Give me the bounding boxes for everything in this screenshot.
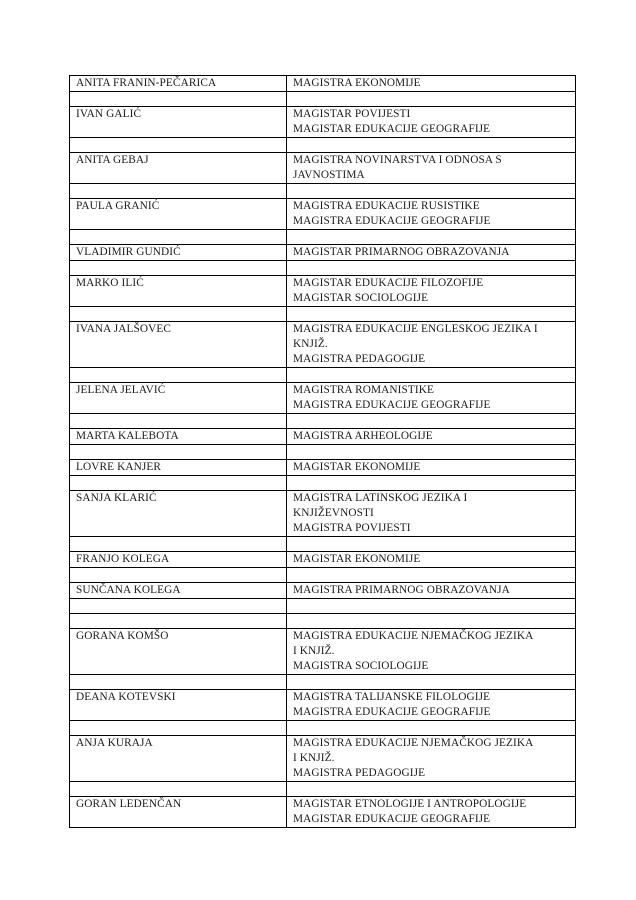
person-name-cell: LOVRE KANJER [70,460,287,476]
empty-cell [70,568,287,583]
spacer-row [70,568,576,583]
person-name-cell: GORANA KOMŠO [70,629,287,675]
degree-line: MAGISTRA SOCIOLOGIJE [293,660,429,672]
table-row [70,276,576,307]
degree-line: MAGISTAR EDUKACIJE FILOZOFIJE [293,277,484,289]
empty-cell [70,537,287,552]
degree-cell [287,736,576,782]
degree-line: MAGISTRA PEDAGOGIJE [293,767,426,779]
empty-cell [287,414,576,429]
person-name-cell: DEANA KOTEVSKI [70,690,287,721]
degree-line: KNJIŽ. [293,338,328,350]
degree-cell [287,76,576,92]
empty-cell [287,782,576,797]
degree-cell [287,322,576,368]
degree-cell [287,199,576,230]
spacer-row [70,230,576,245]
graduates-table [69,75,576,828]
table-row [70,199,576,230]
table-row [70,797,576,828]
degree-cell [287,552,576,568]
empty-cell [70,721,287,736]
degree-cell [287,153,576,184]
empty-cell [287,230,576,245]
person-name-cell: IVAN GALIĆ [70,107,287,138]
empty-cell [70,368,287,383]
degree-line: JAVNOSTIMA [293,169,365,181]
empty-cell [70,138,287,153]
person-name-cell: MARKO ILIĆ [70,276,287,307]
degree-line: MAGISTRA EDUKACIJE GEOGRAFIJE [293,215,491,227]
empty-cell [287,675,576,690]
spacer-row [70,92,576,107]
table-row [70,690,576,721]
table-row [70,76,576,92]
degree-line: KNJIŽEVNOSTI [293,507,374,519]
table-row [70,460,576,476]
spacer-row [70,414,576,429]
empty-cell [287,368,576,383]
empty-cell [287,568,576,583]
degree-line: MAGISTRA EDUKACIJE ENGLESKOG JEZIKA I [293,323,538,335]
degree-line: MAGISTRA EDUKACIJE RUSISTIKE [293,200,480,212]
table-row [70,245,576,261]
degree-line: MAGISTRA PRIMARNOG OBRAZOVANJA [293,584,510,596]
spacer-row [70,782,576,797]
degree-line: MAGISTRA NOVINARSTVA I ODNOSA S [293,154,502,166]
spacer-row [70,261,576,276]
degree-line: MAGISTRA PEDAGOGIJE [293,353,426,365]
spacer-row [70,614,576,629]
person-name-cell: ANITA FRANIN-PEČARICA [70,76,287,92]
degree-line: MAGISTAR EKONOMIJE [293,461,421,473]
spacer-row [70,184,576,199]
empty-cell [287,92,576,107]
table-row [70,583,576,599]
person-name-cell: JELENA JELAVIĆ [70,383,287,414]
empty-cell [70,599,287,614]
degree-line: MAGISTRA ROMANISTIKE [293,384,435,396]
spacer-row [70,445,576,460]
degree-cell [287,797,576,828]
person-name-cell: MARTA KALEBOTA [70,429,287,445]
empty-cell [70,445,287,460]
empty-cell [287,721,576,736]
degree-cell [287,429,576,445]
degree-line: MAGISTRA EKONOMIJE [293,77,421,89]
spacer-row [70,138,576,153]
empty-cell [287,184,576,199]
degree-line: I KNJIŽ. [293,645,335,657]
degree-line: MAGISTRA TALIJANSKE FILOLOGIJE [293,691,491,703]
degree-line: I KNJIŽ. [293,752,335,764]
degree-cell [287,460,576,476]
table-row [70,322,576,368]
spacer-row [70,307,576,322]
degree-cell [287,491,576,537]
empty-cell [70,92,287,107]
table-row [70,552,576,568]
empty-cell [287,307,576,322]
table-row [70,629,576,675]
degree-line: MAGISTAR SOCIOLOGIJE [293,292,429,304]
degree-line: MAGISTAR ETNOLOGIJE I ANTROPOLOGIJE [293,798,527,810]
person-name-cell: FRANJO KOLEGA [70,552,287,568]
empty-cell [70,782,287,797]
degree-cell [287,383,576,414]
empty-cell [287,138,576,153]
person-name-cell: IVANA JALŠOVEC [70,322,287,368]
empty-cell [70,675,287,690]
degree-cell [287,276,576,307]
empty-cell [287,261,576,276]
table-row [70,429,576,445]
empty-cell [70,307,287,322]
degree-line: MAGISTRA EDUKACIJE GEOGRAFIJE [293,706,491,718]
empty-cell [287,445,576,460]
spacer-row [70,721,576,736]
spacer-row [70,368,576,383]
degree-cell [287,107,576,138]
degree-cell [287,629,576,675]
empty-cell [287,476,576,491]
degree-line: MAGISTRA EDUKACIJE GEOGRAFIJE [293,399,491,411]
spacer-row [70,537,576,552]
person-name-cell: PAULA GRANIĆ [70,199,287,230]
degree-line: MAGISTRA POVIJESTI [293,522,411,534]
empty-cell [287,599,576,614]
degree-line: MAGISTRA LATINSKOG JEZIKA I [293,492,468,504]
degree-cell [287,690,576,721]
degree-cell [287,583,576,599]
table-row [70,153,576,184]
spacer-row [70,599,576,614]
table-row [70,491,576,537]
empty-cell [287,537,576,552]
person-name-cell: ANJA KURAJA [70,736,287,782]
empty-cell [70,476,287,491]
degree-line: MAGISTAR EKONOMIJE [293,553,421,565]
person-name-cell: SANJA KLARIĆ [70,491,287,537]
table-row [70,107,576,138]
empty-cell [287,614,576,629]
empty-cell [70,184,287,199]
person-name-cell: VLADIMIR GUNDIĆ [70,245,287,261]
empty-cell [70,414,287,429]
graduates-table-body [70,76,576,828]
spacer-row [70,476,576,491]
person-name-cell: SUNČANA KOLEGA [70,583,287,599]
table-row [70,736,576,782]
degree-cell [287,245,576,261]
empty-cell [70,614,287,629]
degree-line: MAGISTRA ARHEOLOGIJE [293,430,433,442]
empty-cell [70,261,287,276]
degree-line: MAGISTRA EDUKACIJE NJEMAČKOG JEZIKA [293,737,534,749]
empty-cell [70,230,287,245]
person-name-cell: ANITA GEBAJ [70,153,287,184]
degree-line: MAGISTAR PRIMARNOG OBRAZOVANJA [293,246,510,258]
degree-line: MAGISTAR EDUKACIJE GEOGRAFIJE [293,123,491,135]
degree-line: MAGISTAR POVIJESTI [293,108,411,120]
spacer-row [70,675,576,690]
degree-line: MAGISTAR EDUKACIJE GEOGRAFIJE [293,813,491,825]
table-row [70,383,576,414]
person-name-cell: GORAN LEDENČAN [70,797,287,828]
degree-line: MAGISTRA EDUKACIJE NJEMAČKOG JEZIKA [293,630,534,642]
